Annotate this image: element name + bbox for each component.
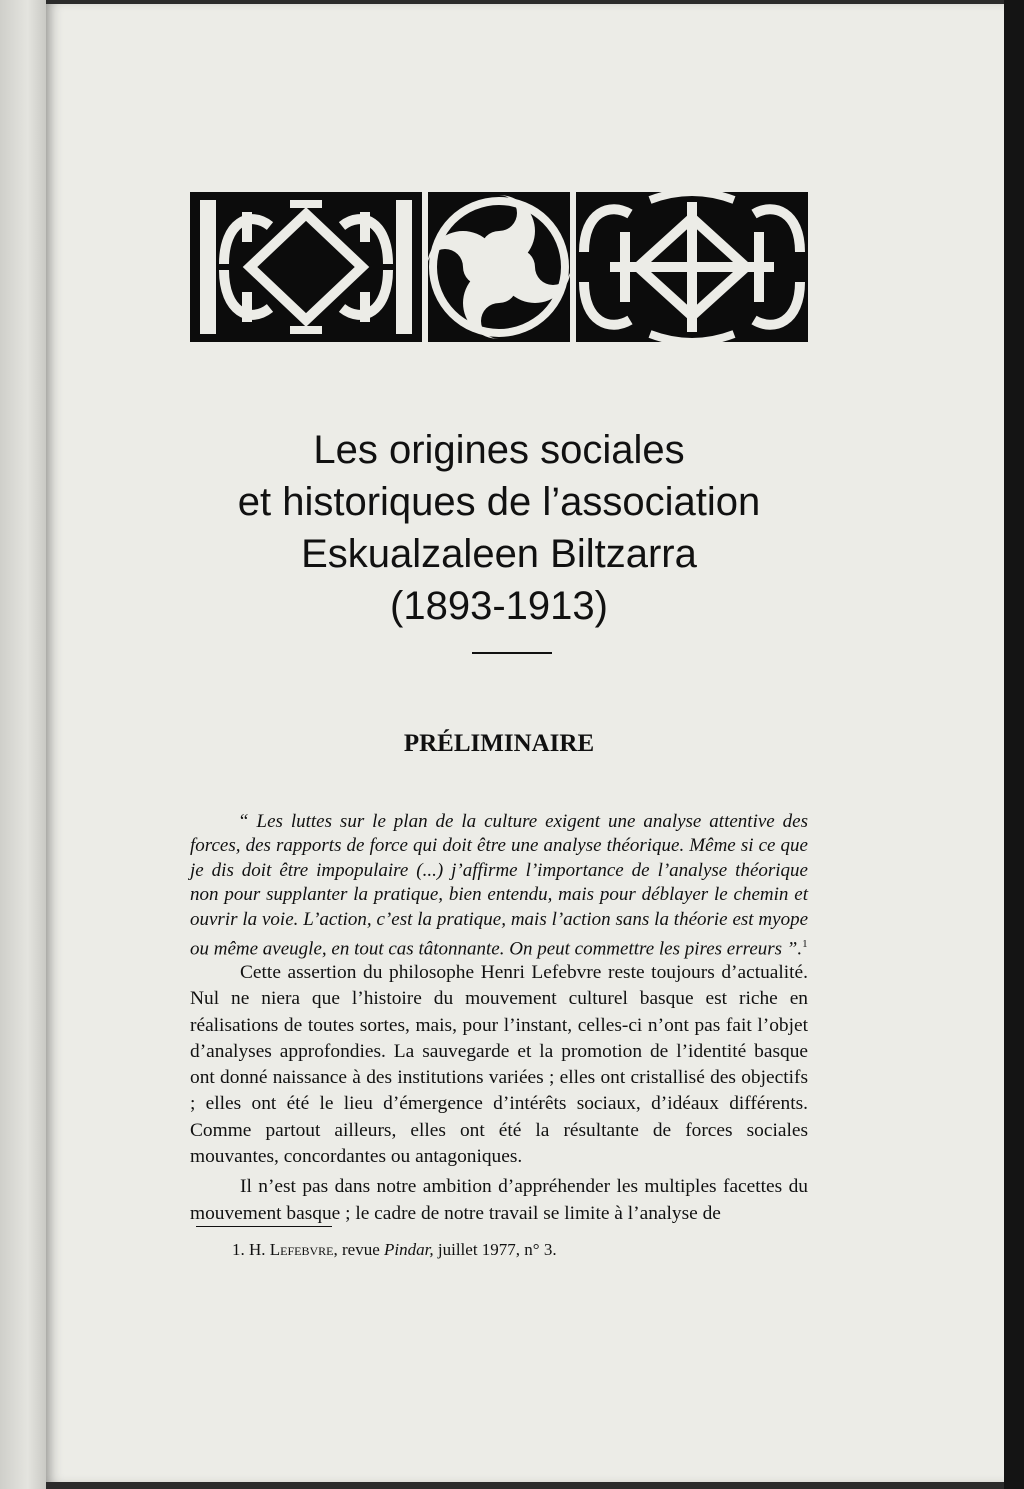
- title-line-2: et historiques de l’association: [237, 480, 761, 524]
- footnote-author: Lefebvre: [269, 1240, 334, 1259]
- title-line-3: Eskualzaleen Biltzarra: [301, 532, 697, 576]
- title-line-1: Les origines sociales: [313, 428, 685, 472]
- footnote-journal: Pindar,: [384, 1240, 434, 1259]
- epigraph-quote: [190, 810, 808, 962]
- section-heading: PRÉLIMINAIRE: [403, 730, 595, 757]
- footnote-text-after: juillet 1977, n° 3.: [437, 1240, 557, 1259]
- footnote-reference: 1: [802, 938, 808, 951]
- paragraph-2: Il n’est pas dans notre ambition d’appréhender les multiples facettes du mouvement basque ; le cadre de notre travail se limite à l’analyse de: [190, 1176, 808, 1224]
- title-divider: [472, 652, 552, 654]
- facing-page-edge: [0, 0, 46, 1489]
- footnote-initial: H.: [249, 1240, 266, 1259]
- paragraph-1: Cette assertion du philosophe Henri Lefebvre reste toujours d’actualité. Nul ne niera que l’histoire du mouvement culturel basque est riche en réalisations de toutes sortes, mais, pour l’instant, celles-ci n’ont pas fait l’objet d’analyses approfondies. La sauvegarde et la promotion de l’identité basque ont donné naissance à des institutions variées ; elles ont cristallisé des objectifs ; elles ont été le lieu d’émergence d’intérêts sociaux, d’idéaux différents. Comme partout ailleurs, elles ont été la résultante de forces sociales mouvantes, concordantes ou antagoniques.: [190, 962, 808, 1168]
- basque-ornament-icon: [190, 192, 808, 342]
- article-title: [190, 424, 808, 632]
- footnote-divider: [196, 1226, 332, 1227]
- scan-background-edge: [1004, 0, 1024, 1489]
- ornament-banner: [190, 192, 808, 342]
- body-text: [190, 960, 808, 1231]
- title-line-4: (1893-1913): [390, 584, 608, 628]
- epigraph-text: “ Les luttes sur le plan de la culture exigent une analyse attentive des forces, des rapports de force qui doit être une analyse théorique. Même si ce que je dis doit être impopulaire (...) j’affirme l’importance de l’analyse théorique non pour supplanter la pratique, bien entendu, mais pour déblayer le chemin et ouvrir la voie. L’action, c’est la pratique, mais l’action sans la théorie est myope ou même aveugle, en tout cas tâtonnante. On peut commettre les pires erreurs ”.: [190, 811, 808, 960]
- footnote-number: 1.: [232, 1240, 245, 1259]
- footnote: [232, 1240, 792, 1260]
- footnote-text-before: , revue: [333, 1240, 380, 1259]
